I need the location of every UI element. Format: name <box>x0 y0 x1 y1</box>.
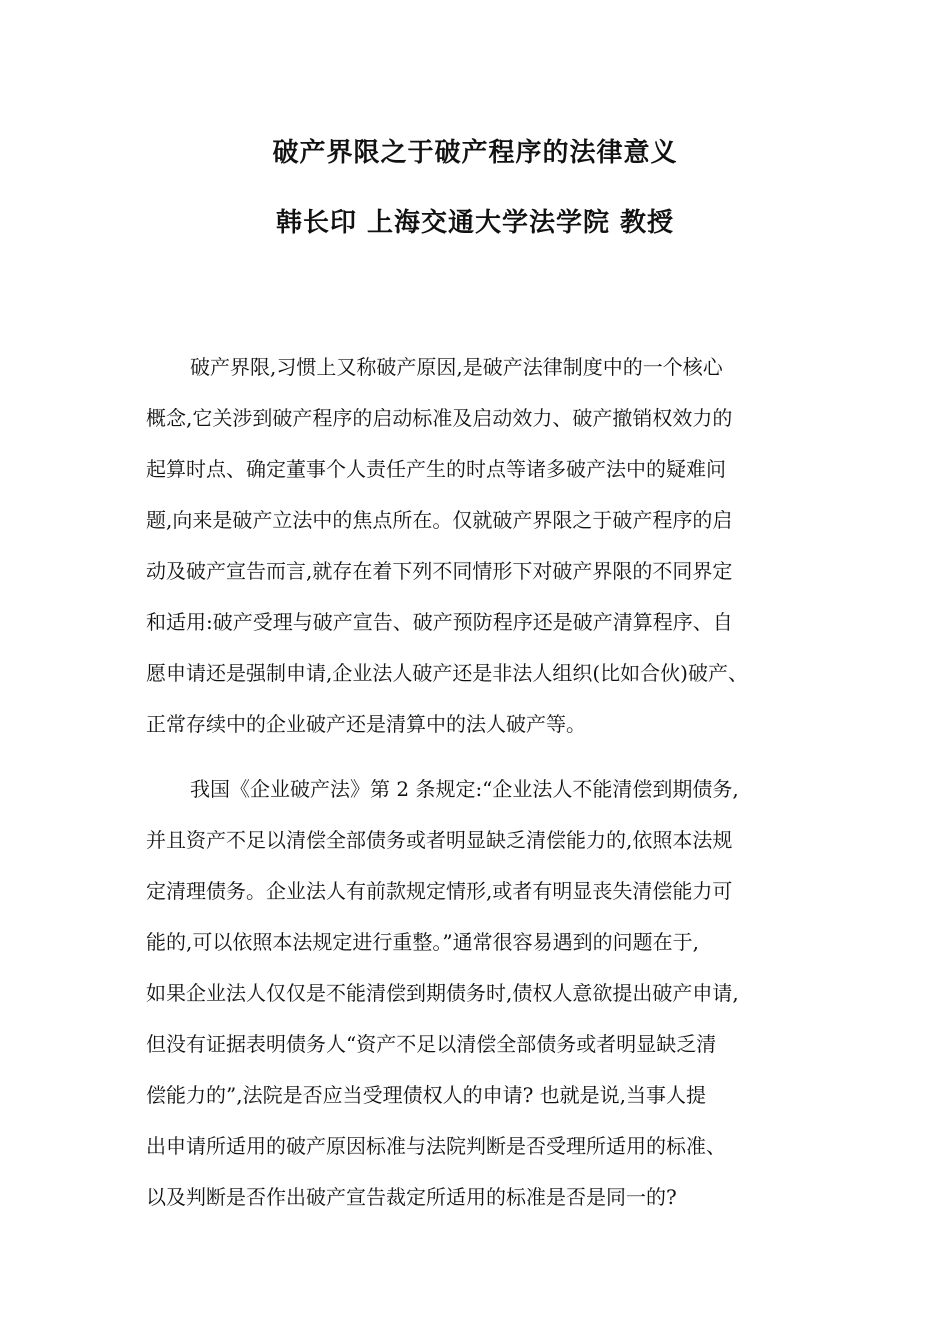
document-title: 破产界限之于破产程序的法律意义 <box>272 138 678 168</box>
paragraph-line: 并且资产不足以清偿全部债务或者明显缺乏清偿能力的,依照本法规 <box>146 828 733 852</box>
paragraph-line: 破产界限,习惯上又称破产原因,是破产法律制度中的一个核心 <box>190 355 723 379</box>
paragraph-line: 偿能力的”,法院是否应当受理债权人的申请? 也就是说,当事人提 <box>146 1083 707 1107</box>
author-line: 韩长印 上海交通大学法学院 教授 <box>275 208 675 238</box>
paragraph-line: 出申请所适用的破产原因标准与法院判断是否受理所适用的标准、 <box>146 1134 726 1158</box>
paragraph-1 <box>146 342 836 750</box>
paragraph-line: 正常存续中的企业破产还是清算中的法人破产等。 <box>146 712 586 736</box>
paragraph-line: 起算时点、确定董事个人责任产生的时点等诸多破产法中的疑难问 <box>146 457 726 481</box>
paragraph-line: 但没有证据表明债务人“资产不足以清偿全部债务或者明显缺乏清 <box>146 1032 717 1056</box>
paragraph-line: 题,向来是破产立法中的焦点所在。仅就破产界限之于破产程序的启 <box>146 508 733 532</box>
paragraph-line: 愿申请还是强制申请,企业法人破产还是非法人组织(比如合伙)破产、 <box>146 661 748 685</box>
paragraph-line: 如果企业法人仅仅是不能清偿到期债务时,债权人意欲提出破产申请, <box>146 981 739 1005</box>
paragraph-line: 和适用:破产受理与破产宣告、破产预防程序还是破产清算程序、自 <box>146 610 733 634</box>
paragraph-line: 概念,它关涉到破产程序的启动标准及启动效力、破产撤销权效力的 <box>146 406 733 430</box>
paragraph-line: 以及判断是否作出破产宣告裁定所适用的标准是否是同一的? <box>146 1185 677 1209</box>
paragraph-line: 动及破产宣告而言,就存在着下列不同情形下对破产界限的不同界定 <box>146 559 733 583</box>
paragraph-2 <box>146 764 836 1223</box>
paragraph-line: 定清理债务。企业法人有前款规定情形,或者有明显丧失清偿能力可 <box>146 879 733 903</box>
paragraph-line: 能的,可以依照本法规定进行重整。”通常很容易遇到的问题在于, <box>146 930 699 954</box>
paragraph-line: 我国《企业破产法》第 2 条规定:“企业法人不能清偿到期债务, <box>190 777 739 801</box>
